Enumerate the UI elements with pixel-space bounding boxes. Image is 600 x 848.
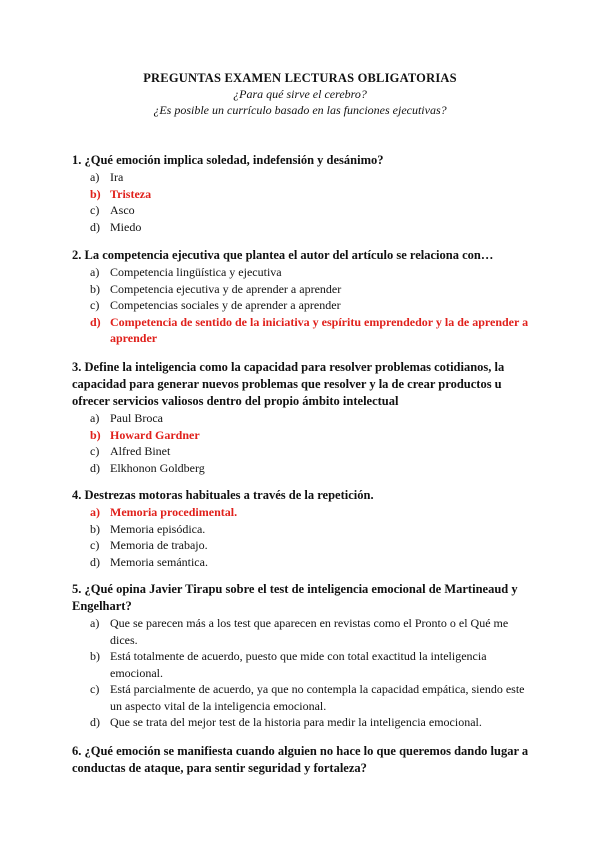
question-5 xyxy=(72,581,532,731)
option-c[interactable] xyxy=(72,202,532,219)
option-text: Memoria episódica. xyxy=(110,521,206,536)
option-text: Alfred Binet xyxy=(110,444,171,458)
option-text: Competencia de sentido de la iniciativa y espíritu emprendedor y la de aprender a aprender xyxy=(110,314,529,345)
document-title: PREGUNTAS EXAMEN LECTURAS OBLIGATORIAS xyxy=(143,71,457,85)
option-label: d) xyxy=(90,460,100,475)
option-text: Memoria semántica. xyxy=(110,554,208,569)
option-text: Memoria de trabajo. xyxy=(110,538,208,552)
option-text: Elkhonon Goldberg xyxy=(110,460,205,475)
option-d[interactable] xyxy=(72,460,532,477)
question-6 xyxy=(72,743,532,777)
option-text: Howard Gardner xyxy=(110,427,200,442)
option-text: Tristeza xyxy=(110,186,152,201)
option-text: Que se parecen más a los test que aparecen en revistas como el Pronto o el Qué me dices. xyxy=(110,616,509,647)
question-text: 6. ¿Qué emoción se manifiesta cuando alguien no hace lo que queremos dando lugar a conductas de ataque, para sentir seguridad y fortaleza? xyxy=(72,744,529,775)
option-d[interactable] xyxy=(72,219,532,236)
option-b-correct[interactable] xyxy=(72,186,532,203)
option-text: Memoria procedimental. xyxy=(110,505,238,519)
option-label: a) xyxy=(90,411,100,425)
option-d[interactable] xyxy=(72,554,532,571)
option-b[interactable] xyxy=(72,648,532,681)
option-a[interactable] xyxy=(72,615,532,648)
option-c[interactable] xyxy=(72,443,532,460)
question-text: 3. Define la inteligencia como la capacidad para resolver problemas cotidianos, la capacidad para generar nuevos problemas que resolver y la de crear productos u ofrecer servicios valiosos dentro del propio ámbito intelectual xyxy=(72,360,505,408)
option-text: Competencia lingüística y ejecutiva xyxy=(110,265,282,279)
option-label: b) xyxy=(90,521,100,536)
option-b[interactable] xyxy=(72,281,532,298)
option-text: Está parcialmente de acuerdo, ya que no contempla la capacidad empática, siendo este un aspecto vital de la inteligencia emocional. xyxy=(110,682,525,713)
option-label: d) xyxy=(90,554,100,569)
option-text: Que se trata del mejor test de la historia para medir la inteligencia emocional. xyxy=(110,715,482,729)
option-a-correct[interactable] xyxy=(72,504,532,521)
question-text: 5. ¿Qué opina Javier Tirapu sobre el test de inteligencia emocional de Martineaud y Engelhart? xyxy=(72,582,518,613)
option-b[interactable] xyxy=(72,521,532,538)
option-text: Está totalmente de acuerdo, puesto que mide con total exactitud la inteligencia emocional. xyxy=(110,649,487,680)
option-text: Asco xyxy=(110,203,135,217)
option-label: b) xyxy=(90,649,100,663)
question-text: 2. La competencia ejecutiva que plantea el autor del artículo se relaciona con… xyxy=(72,248,494,262)
option-label: b) xyxy=(90,186,101,201)
option-list xyxy=(72,615,532,731)
option-label: a) xyxy=(90,170,100,184)
option-label: d) xyxy=(90,219,100,234)
option-text: Competencias sociales y de aprender a aprender xyxy=(110,298,341,312)
question-1 xyxy=(72,152,532,235)
option-text: Miedo xyxy=(110,219,142,234)
option-c[interactable] xyxy=(72,297,532,314)
option-list xyxy=(72,264,532,347)
option-a[interactable] xyxy=(72,169,532,186)
option-label: c) xyxy=(90,538,100,552)
question-text: 4. Destrezas motoras habituales a través de la repetición. xyxy=(72,488,374,502)
option-b-correct[interactable] xyxy=(72,427,532,444)
option-list xyxy=(72,410,532,476)
option-text: Ira xyxy=(110,170,124,184)
option-d-correct[interactable] xyxy=(72,314,532,347)
option-c[interactable] xyxy=(72,537,532,554)
document-header xyxy=(0,70,600,118)
question-2 xyxy=(72,247,532,347)
option-label: d) xyxy=(90,314,101,329)
option-label: a) xyxy=(90,505,100,519)
option-d[interactable] xyxy=(72,714,532,731)
option-text: Competencia ejecutiva y de aprender a aprender xyxy=(110,281,342,296)
option-label: c) xyxy=(90,444,100,458)
question-3 xyxy=(72,359,532,476)
option-label: a) xyxy=(90,616,100,630)
option-text: Paul Broca xyxy=(110,411,163,425)
option-label: c) xyxy=(90,203,100,217)
option-list xyxy=(72,169,532,235)
option-label: a) xyxy=(90,265,100,279)
option-label: d) xyxy=(90,715,100,729)
question-4 xyxy=(72,487,532,570)
option-a[interactable] xyxy=(72,410,532,427)
document-subtitle-1: ¿Para qué sirve el cerebro? xyxy=(233,87,367,101)
option-label: c) xyxy=(90,682,100,696)
question-text: 1. ¿Qué emoción implica soledad, indefensión y desánimo? xyxy=(72,153,384,167)
option-c[interactable] xyxy=(72,681,532,714)
document-subtitle-2: ¿Es posible un currículo basado en las funciones ejecutivas? xyxy=(153,103,447,117)
option-label: b) xyxy=(90,427,101,442)
option-list xyxy=(72,504,532,570)
option-a[interactable] xyxy=(72,264,532,281)
option-label: c) xyxy=(90,298,100,312)
option-label: b) xyxy=(90,281,100,296)
